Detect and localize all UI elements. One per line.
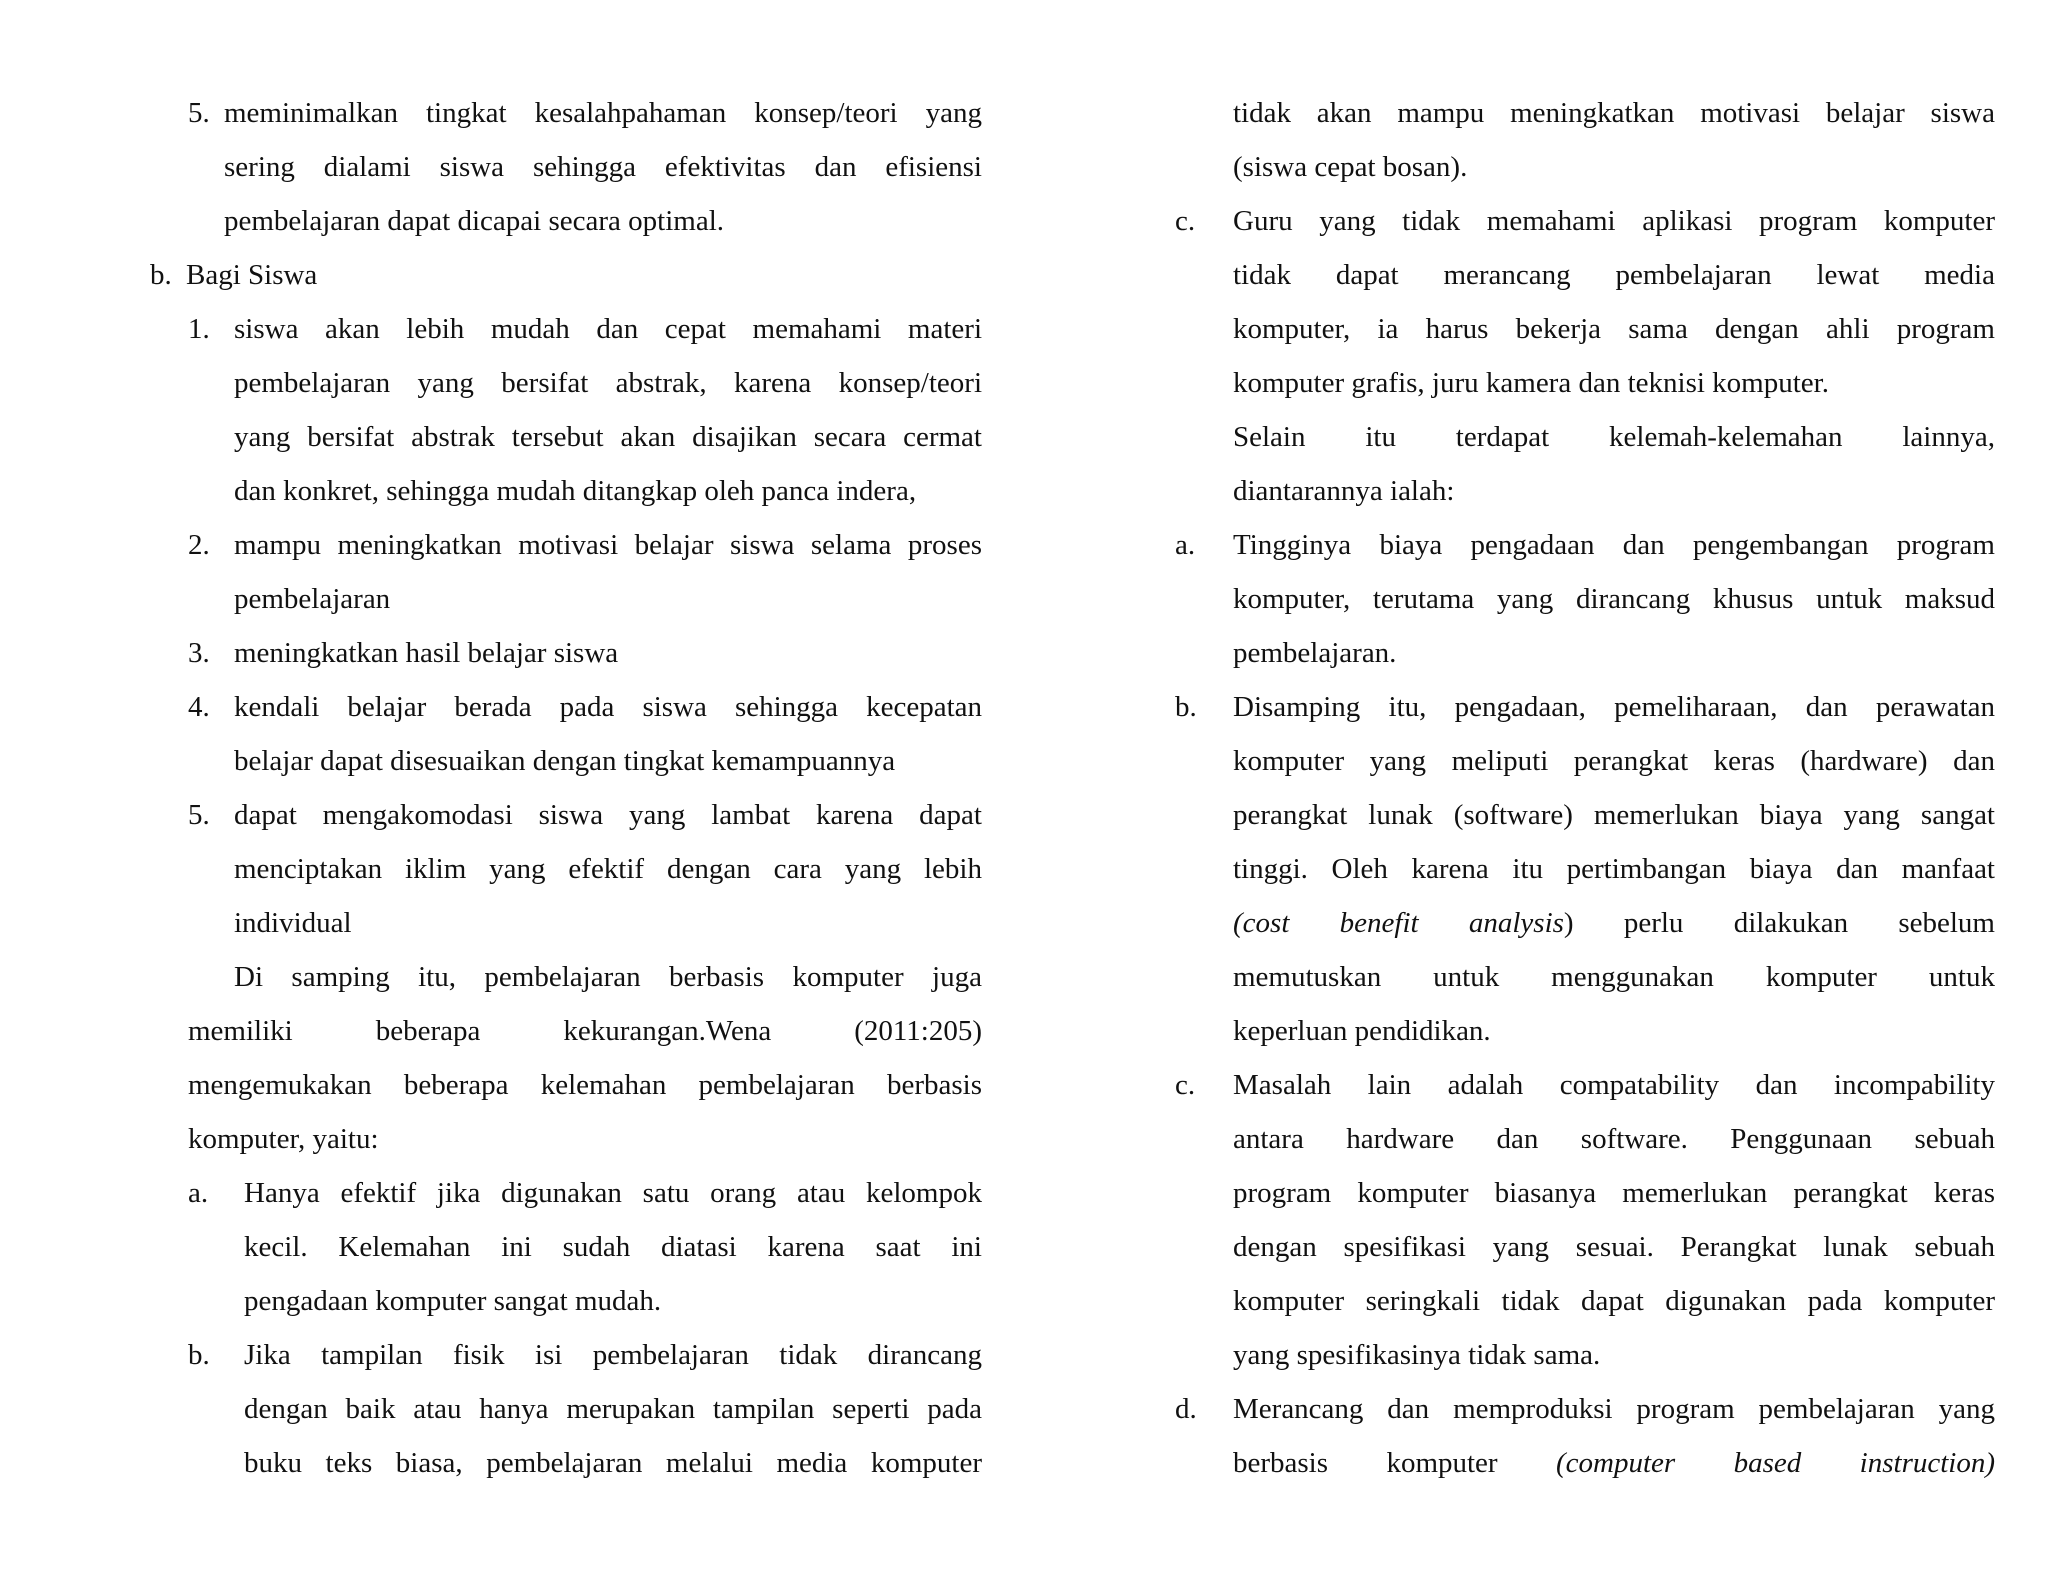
text-line: (siswa cepat bosan). — [1233, 151, 1468, 183]
text-line: yang spesifikasinya tidak sama. — [1233, 1339, 1601, 1371]
list-marker: 5. — [188, 97, 210, 129]
text-line: komputer, ia harus bekerja sama dengan ahli program — [1233, 313, 1995, 345]
text-line: pembelajaran yang bersifat abstrak, karena konsep/teori — [234, 367, 982, 399]
text-line: meminimalkan tingkat kesalahpahaman konsep/teori yang — [224, 97, 982, 129]
text-line: Tingginya biaya pengadaan dan pengembangan program — [1233, 529, 1995, 561]
list-marker: 3. — [188, 637, 210, 669]
text-run: ) perlu dilakukan sebelum — [1563, 907, 1995, 939]
text-run: berbasis komputer — [1233, 1447, 1498, 1479]
text-line: tidak akan mampu meningkatkan motivasi belajar siswa — [1233, 97, 1995, 129]
text-line: program komputer biasanya memerlukan perangkat keras — [1233, 1177, 1995, 1209]
text-line: Disamping itu, pengadaan, pemeliharaan, dan perawatan — [1233, 691, 1995, 723]
text-line: keperluan pendidikan. — [1233, 1015, 1491, 1047]
text-line: Jika tampilan fisik isi pembelajaran tidak dirancang — [244, 1339, 982, 1371]
text-line: dan konkret, sehingga mudah ditangkap oleh panca indera, — [234, 475, 917, 507]
list-marker: b. — [150, 259, 172, 291]
text-line: memiliki beberapa kekurangan.Wena (2011:205) — [188, 1015, 982, 1047]
text-line: Selain itu terdapat kelemah-kelemahan lainnya, — [1233, 421, 1995, 453]
text-line: komputer, yaitu: — [188, 1123, 379, 1155]
list-marker: a. — [1175, 529, 1196, 561]
text-line: tinggi. Oleh karena itu pertimbangan biaya dan manfaat — [1233, 853, 1995, 885]
text-line: pembelajaran — [234, 583, 391, 615]
text-line: individual — [234, 907, 352, 939]
text-line: Masalah lain adalah compatability dan incompability — [1233, 1069, 1995, 1101]
text-line: dengan spesifikasi yang sesuai. Perangkat lunak sebuah — [1233, 1231, 1995, 1263]
text-line: Merancang dan memproduksi program pembelajaran yang — [1233, 1393, 1995, 1425]
text-line: kendali belajar berada pada siswa sehingga kecepatan — [234, 691, 982, 723]
list-marker: d. — [1175, 1393, 1197, 1425]
list-marker: 4. — [188, 691, 210, 723]
list-marker: c. — [1175, 205, 1196, 237]
text-line: kecil. Kelemahan ini sudah diatasi karena saat ini — [244, 1231, 982, 1263]
text-line: pembelajaran dapat dicapai secara optimal. — [224, 205, 724, 237]
text-line: komputer grafis, juru kamera dan teknisi komputer. — [1233, 367, 1829, 399]
text-line: Guru yang tidak memahami aplikasi program komputer — [1233, 205, 1995, 237]
italic-phrase: (computer based instruction) — [1556, 1447, 1995, 1479]
text-line: Hanya efektif jika digunakan satu orang atau kelompok — [244, 1177, 982, 1209]
text-line: dengan baik atau hanya merupakan tampilan seperti pada — [244, 1393, 982, 1425]
text-line: siswa akan lebih mudah dan cepat memahami materi — [234, 313, 982, 345]
text-line: meningkatkan hasil belajar siswa — [234, 637, 619, 669]
text-line: komputer seringkali tidak dapat digunakan pada komputer — [1233, 1285, 1995, 1317]
text-line — [1233, 1436, 1995, 1490]
text-line: mampu meningkatkan motivasi belajar siswa selama proses — [234, 529, 982, 561]
list-marker: c. — [1175, 1069, 1196, 1101]
italic-phrase: (cost benefit analysis — [1233, 907, 1564, 939]
text-line: komputer, terutama yang dirancang khusus untuk maksud — [1233, 583, 1995, 615]
text-line: Di samping itu, pembelajaran berbasis komputer juga — [234, 961, 982, 993]
list-marker: b. — [188, 1339, 210, 1371]
text-line: yang bersifat abstrak tersebut akan disajikan secara cermat — [234, 421, 982, 453]
text-line: diantarannya ialah: — [1233, 475, 1455, 507]
text-line: perangkat lunak (software) memerlukan biaya yang sangat — [1233, 799, 1995, 831]
list-marker: b. — [1175, 691, 1197, 723]
text-line: komputer yang meliputi perangkat keras (hardware) dan — [1233, 745, 1995, 777]
list-marker: a. — [188, 1177, 209, 1209]
text-line: buku teks biasa, pembelajaran melalui media komputer — [244, 1447, 982, 1479]
text-line: dapat mengakomodasi siswa yang lambat karena dapat — [234, 799, 982, 831]
text-line: mengemukakan beberapa kelemahan pembelajaran berbasis — [188, 1069, 982, 1101]
text-line: pengadaan komputer sangat mudah. — [244, 1285, 662, 1317]
text-line: sering dialami siswa sehingga efektivitas dan efisiensi — [224, 151, 982, 183]
text-line — [1233, 896, 1995, 950]
list-marker: 1. — [188, 313, 210, 345]
text-line: pembelajaran. — [1233, 637, 1397, 669]
list-marker: 2. — [188, 529, 210, 561]
text-line: tidak dapat merancang pembelajaran lewat media — [1233, 259, 1995, 291]
list-marker: 5. — [188, 799, 210, 831]
text-line: belajar dapat disesuaikan dengan tingkat kemampuannya — [234, 745, 896, 777]
text-line: antara hardware dan software. Penggunaan sebuah — [1233, 1123, 1995, 1155]
text-line: menciptakan iklim yang efektif dengan cara yang lebih — [234, 853, 982, 885]
text-line: memutuskan untuk menggunakan komputer untuk — [1233, 961, 1995, 993]
heading-text: Bagi Siswa — [186, 259, 318, 291]
